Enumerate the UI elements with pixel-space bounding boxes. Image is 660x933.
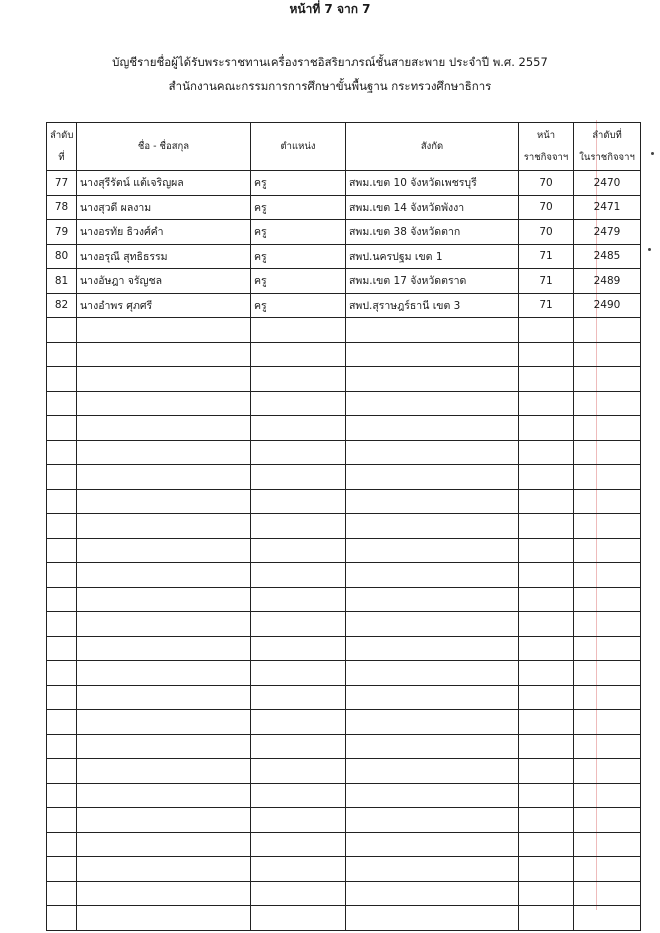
cell-office [346, 563, 519, 588]
table-header-row [47, 123, 641, 171]
cell-gazette-seq [574, 636, 641, 661]
cell-gazette-seq [574, 367, 641, 392]
cell-office [346, 514, 519, 539]
cell-office: สพป.สุราษฎร์ธานี เขต 3 [346, 293, 519, 318]
cell-gazette-seq [574, 391, 641, 416]
cell-gazette-page: 70 [519, 195, 574, 220]
cell-name [77, 759, 251, 784]
cell-gazette-seq [574, 612, 641, 637]
cell-office: สพม.เขต 14 จังหวัดพังงา [346, 195, 519, 220]
cell-no [47, 563, 77, 588]
cell-gazette-seq: 2490 [574, 293, 641, 318]
cell-gazette-page [519, 416, 574, 441]
cell-office [346, 342, 519, 367]
cell-office [346, 318, 519, 343]
cell-no [47, 759, 77, 784]
document-title: บัญชีรายชื่อผู้ได้รับพระราชทานเครื่องราชอิสริยาภรณ์ชั้นสายสะพาย ประจำปี พ.ศ. 2557 [112, 55, 548, 69]
cell-no [47, 832, 77, 857]
cell-position [251, 685, 346, 710]
cell-name [77, 514, 251, 539]
cell-gazette-seq [574, 465, 641, 490]
cell-gazette-page [519, 514, 574, 539]
cell-office [346, 906, 519, 931]
cell-gazette-page [519, 612, 574, 637]
cell-gazette-page: 70 [519, 171, 574, 196]
cell-gazette-seq: 2479 [574, 220, 641, 245]
cell-position [251, 612, 346, 637]
cell-position [251, 440, 346, 465]
cell-name [77, 587, 251, 612]
cell-gazette-page [519, 465, 574, 490]
cell-gazette-seq [574, 734, 641, 759]
cell-office: สพม.เขต 17 จังหวัดตราด [346, 269, 519, 294]
scan-speck [651, 152, 654, 155]
cell-office [346, 391, 519, 416]
cell-position [251, 563, 346, 588]
cell-name [77, 318, 251, 343]
cell-gazette-seq [574, 342, 641, 367]
cell-gazette-page [519, 342, 574, 367]
cell-position [251, 489, 346, 514]
cell-name: นางอรุณี สุทธิธรรม [77, 244, 251, 269]
cell-office [346, 416, 519, 441]
cell-gazette-seq [574, 808, 641, 833]
cell-gazette-page [519, 391, 574, 416]
cell-name: นางอำพร ศุภศรี [77, 293, 251, 318]
cell-position [251, 710, 346, 735]
cell-gazette-seq [574, 783, 641, 808]
table-row [47, 440, 641, 465]
table-row [47, 881, 641, 906]
cell-no: 77 [47, 171, 77, 196]
cell-office [346, 857, 519, 882]
scan-speck [648, 248, 651, 251]
cell-name [77, 710, 251, 735]
table-row [47, 857, 641, 882]
cell-gazette-page [519, 710, 574, 735]
cell-gazette-page [519, 563, 574, 588]
cell-office [346, 636, 519, 661]
cell-position [251, 661, 346, 686]
cell-office [346, 587, 519, 612]
cell-office [346, 367, 519, 392]
header-gazette-page: หน้า ราชกิจจาฯ [519, 123, 574, 171]
cell-gazette-page [519, 489, 574, 514]
table-row [47, 195, 641, 220]
cell-office [346, 465, 519, 490]
cell-no [47, 465, 77, 490]
table-row [47, 171, 641, 196]
cell-position [251, 538, 346, 563]
cell-gazette-page [519, 367, 574, 392]
cell-position [251, 857, 346, 882]
cell-position: ครู [251, 269, 346, 294]
table-row [47, 808, 641, 833]
cell-position [251, 881, 346, 906]
cell-no [47, 514, 77, 539]
cell-gazette-seq [574, 759, 641, 784]
cell-name [77, 489, 251, 514]
header-gazette-seq: ลำดับที่ ในราชกิจจาฯ [574, 123, 641, 171]
cell-office [346, 808, 519, 833]
cell-gazette-seq [574, 906, 641, 931]
cell-gazette-seq: 2485 [574, 244, 641, 269]
page-number: หน้าที่ 7 จาก 7 [289, 2, 371, 16]
cell-gazette-seq [574, 514, 641, 539]
cell-gazette-page [519, 906, 574, 931]
cell-gazette-page: 70 [519, 220, 574, 245]
header-office: สังกัด [346, 123, 519, 171]
cell-name [77, 342, 251, 367]
cell-gazette-page [519, 857, 574, 882]
cell-position [251, 391, 346, 416]
cell-gazette-page [519, 661, 574, 686]
cell-name [77, 391, 251, 416]
cell-position [251, 465, 346, 490]
cell-name [77, 857, 251, 882]
cell-no [47, 685, 77, 710]
table-row [47, 416, 641, 441]
cell-name: นางสุรีรัตน์ แต้เจริญผล [77, 171, 251, 196]
cell-name [77, 465, 251, 490]
table-row [47, 636, 641, 661]
cell-gazette-page [519, 832, 574, 857]
cell-position: ครู [251, 171, 346, 196]
cell-name [77, 734, 251, 759]
cell-gazette-seq [574, 857, 641, 882]
table-row [47, 514, 641, 539]
cell-name [77, 440, 251, 465]
cell-gazette-seq [574, 318, 641, 343]
table-row [47, 612, 641, 637]
cell-name: นางสุวดี ผลงาม [77, 195, 251, 220]
recipient-table [46, 122, 641, 931]
table-row [47, 783, 641, 808]
cell-name [77, 367, 251, 392]
cell-no [47, 538, 77, 563]
cell-office [346, 685, 519, 710]
cell-gazette-seq [574, 538, 641, 563]
cell-position [251, 416, 346, 441]
cell-gazette-page [519, 538, 574, 563]
cell-position: ครู [251, 220, 346, 245]
cell-position [251, 734, 346, 759]
cell-no [47, 416, 77, 441]
cell-no [47, 734, 77, 759]
cell-name: นางอัษฎา จรัญชล [77, 269, 251, 294]
cell-gazette-seq [574, 563, 641, 588]
cell-gazette-seq: 2489 [574, 269, 641, 294]
cell-position: ครู [251, 293, 346, 318]
cell-gazette-seq [574, 416, 641, 441]
cell-no: 81 [47, 269, 77, 294]
cell-no [47, 661, 77, 686]
cell-gazette-page [519, 808, 574, 833]
table-row [47, 832, 641, 857]
cell-position [251, 514, 346, 539]
table-row [47, 538, 641, 563]
cell-office [346, 661, 519, 686]
cell-gazette-page [519, 440, 574, 465]
cell-office [346, 734, 519, 759]
cell-gazette-page: 71 [519, 269, 574, 294]
table-row [47, 269, 641, 294]
cell-gazette-page: 71 [519, 293, 574, 318]
cell-name [77, 636, 251, 661]
cell-name [77, 808, 251, 833]
cell-office: สพป.นครปฐม เขต 1 [346, 244, 519, 269]
cell-office [346, 538, 519, 563]
table-row [47, 244, 641, 269]
cell-no [47, 587, 77, 612]
cell-position [251, 587, 346, 612]
cell-no: 80 [47, 244, 77, 269]
cell-gazette-seq [574, 440, 641, 465]
cell-office [346, 881, 519, 906]
header-position: ตำแหน่ง [251, 123, 346, 171]
cell-position [251, 759, 346, 784]
cell-office [346, 489, 519, 514]
cell-name [77, 612, 251, 637]
cell-no: 82 [47, 293, 77, 318]
cell-gazette-seq [574, 710, 641, 735]
cell-gazette-seq: 2471 [574, 195, 641, 220]
cell-no [47, 857, 77, 882]
cell-no [47, 440, 77, 465]
cell-gazette-page [519, 318, 574, 343]
cell-position [251, 318, 346, 343]
cell-no [47, 318, 77, 343]
cell-gazette-seq: 2470 [574, 171, 641, 196]
table-row [47, 391, 641, 416]
cell-gazette-page [519, 881, 574, 906]
cell-gazette-seq [574, 832, 641, 857]
cell-gazette-seq [574, 661, 641, 686]
table-row [47, 661, 641, 686]
document-subtitle: สำนักงานคณะกรรมการการศึกษาขั้นพื้นฐาน กระทรวงศึกษาธิการ [168, 79, 492, 93]
table-row [47, 220, 641, 245]
cell-gazette-seq [574, 489, 641, 514]
cell-no [47, 342, 77, 367]
cell-no: 78 [47, 195, 77, 220]
cell-no [47, 881, 77, 906]
cell-name [77, 563, 251, 588]
table-row [47, 563, 641, 588]
table-row [47, 587, 641, 612]
table-row [47, 759, 641, 784]
cell-name [77, 661, 251, 686]
cell-no [47, 391, 77, 416]
table-row [47, 489, 641, 514]
cell-position [251, 342, 346, 367]
cell-no [47, 906, 77, 931]
cell-office [346, 832, 519, 857]
cell-gazette-seq [574, 587, 641, 612]
table-row [47, 465, 641, 490]
cell-name [77, 783, 251, 808]
cell-no [47, 636, 77, 661]
cell-position: ครู [251, 195, 346, 220]
cell-office [346, 710, 519, 735]
cell-no [47, 710, 77, 735]
table-row [47, 734, 641, 759]
cell-gazette-page [519, 636, 574, 661]
table-row [47, 685, 641, 710]
cell-no [47, 783, 77, 808]
table-row [47, 318, 641, 343]
cell-no [47, 367, 77, 392]
cell-position [251, 783, 346, 808]
cell-office [346, 759, 519, 784]
cell-name [77, 832, 251, 857]
table-row [47, 342, 641, 367]
table-row [47, 906, 641, 931]
cell-position [251, 367, 346, 392]
cell-gazette-page [519, 783, 574, 808]
cell-gazette-page: 71 [519, 244, 574, 269]
cell-gazette-page [519, 587, 574, 612]
cell-office [346, 440, 519, 465]
cell-position [251, 906, 346, 931]
cell-name [77, 685, 251, 710]
table-row [47, 710, 641, 735]
cell-position [251, 808, 346, 833]
cell-name [77, 906, 251, 931]
cell-no [47, 612, 77, 637]
table-row [47, 293, 641, 318]
cell-position [251, 832, 346, 857]
cell-gazette-seq [574, 685, 641, 710]
cell-office [346, 612, 519, 637]
cell-name [77, 538, 251, 563]
cell-gazette-seq [574, 881, 641, 906]
cell-office [346, 783, 519, 808]
cell-gazette-page [519, 734, 574, 759]
cell-name [77, 881, 251, 906]
cell-name: นางอรทัย ธิวงศ์คำ [77, 220, 251, 245]
cell-no: 79 [47, 220, 77, 245]
header-no: ลำดับ ที่ [47, 123, 77, 171]
cell-position: ครู [251, 244, 346, 269]
cell-gazette-page [519, 759, 574, 784]
cell-gazette-page [519, 685, 574, 710]
cell-no [47, 808, 77, 833]
table-row [47, 367, 641, 392]
cell-office: สพม.เขต 38 จังหวัดตาก [346, 220, 519, 245]
cell-office: สพม.เขต 10 จังหวัดเพชรบุรี [346, 171, 519, 196]
header-name: ชื่อ - ชื่อสกุล [77, 123, 251, 171]
cell-position [251, 636, 346, 661]
cell-name [77, 416, 251, 441]
cell-no [47, 489, 77, 514]
